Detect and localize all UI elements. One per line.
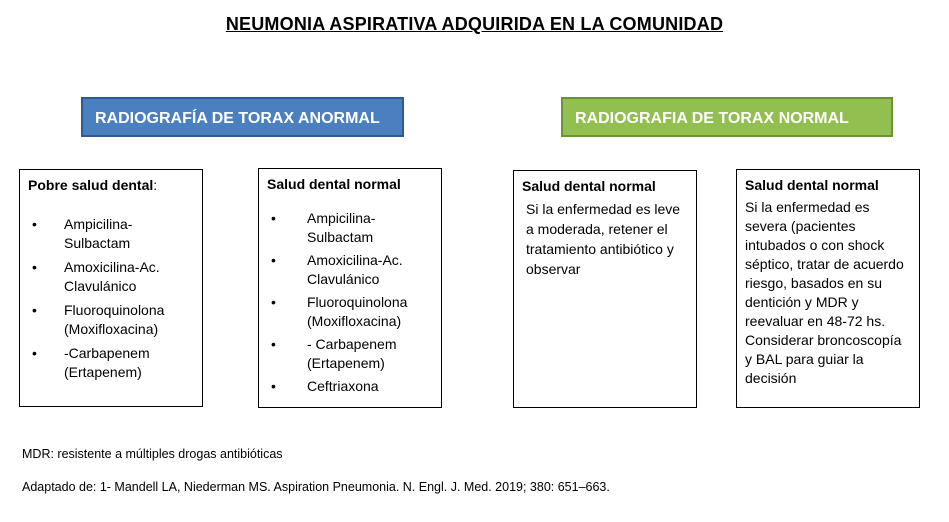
box-normal-dental-health-abnormal-xray bbox=[258, 168, 442, 408]
box-heading: Pobre salud dental: bbox=[28, 177, 158, 193]
footnote-mdr: MDR: resistente a múltiples drogas antibióticas bbox=[22, 447, 283, 461]
drug-list bbox=[28, 215, 194, 382]
diagram-title: NEUMONIA ASPIRATIVA ADQUIRIDA EN LA COMUNIDAD bbox=[225, 14, 724, 34]
footnote-reference: Adaptado de: 1- Mandell LA, Niederman MS. Aspiration Pneumonia. N. Engl. J. Med. 2019; 380: 651–663. bbox=[22, 480, 610, 494]
list-item: • -Carbapenem (Ertapenem) bbox=[28, 344, 194, 382]
header-abnormal-xray: RADIOGRAFÍA DE TORAX ANORMAL bbox=[81, 97, 404, 137]
list-item: • - Carbapenem (Ertapenem) bbox=[267, 335, 433, 373]
box-heading: Salud dental normal bbox=[267, 176, 401, 192]
list-item: • Amoxicilina-Ac. Clavulánico bbox=[28, 258, 194, 296]
list-item: • Fluoroquinolona (Moxifloxacina) bbox=[28, 301, 194, 339]
box-text: Si la enfermedad es leve a moderada, retener el tratamiento antibiótico y observar bbox=[526, 201, 681, 277]
list-item: • Amoxicilina-Ac. Clavulánico bbox=[267, 251, 433, 289]
box-heading: Salud dental normal bbox=[522, 178, 656, 194]
list-item: • Ampicilina-Sulbactam bbox=[28, 215, 194, 253]
drug-list bbox=[267, 209, 433, 396]
box-heading: Salud dental normal bbox=[745, 177, 879, 193]
box-normal-dental-severe-disease bbox=[736, 169, 920, 408]
list-item: • Fluoroquinolona (Moxifloxacina) bbox=[267, 293, 433, 331]
box-normal-dental-mild-disease bbox=[513, 170, 697, 408]
header-normal-xray: RADIOGRAFIA DE TORAX NORMAL bbox=[561, 97, 893, 137]
list-item: • Ceftriaxona bbox=[267, 377, 433, 396]
list-item: • Ampicilina-Sulbactam bbox=[267, 209, 433, 247]
box-text: Si la enfermedad es severa (pacientes intubados o con shock séptico, tratar de acuerdo riesgo, basados en su dentición y MDR y reevaluar en 48-72 hs. Considerar broncoscopía y BAL para guiar la decisión bbox=[745, 199, 904, 386]
box-poor-dental-health bbox=[19, 169, 203, 407]
